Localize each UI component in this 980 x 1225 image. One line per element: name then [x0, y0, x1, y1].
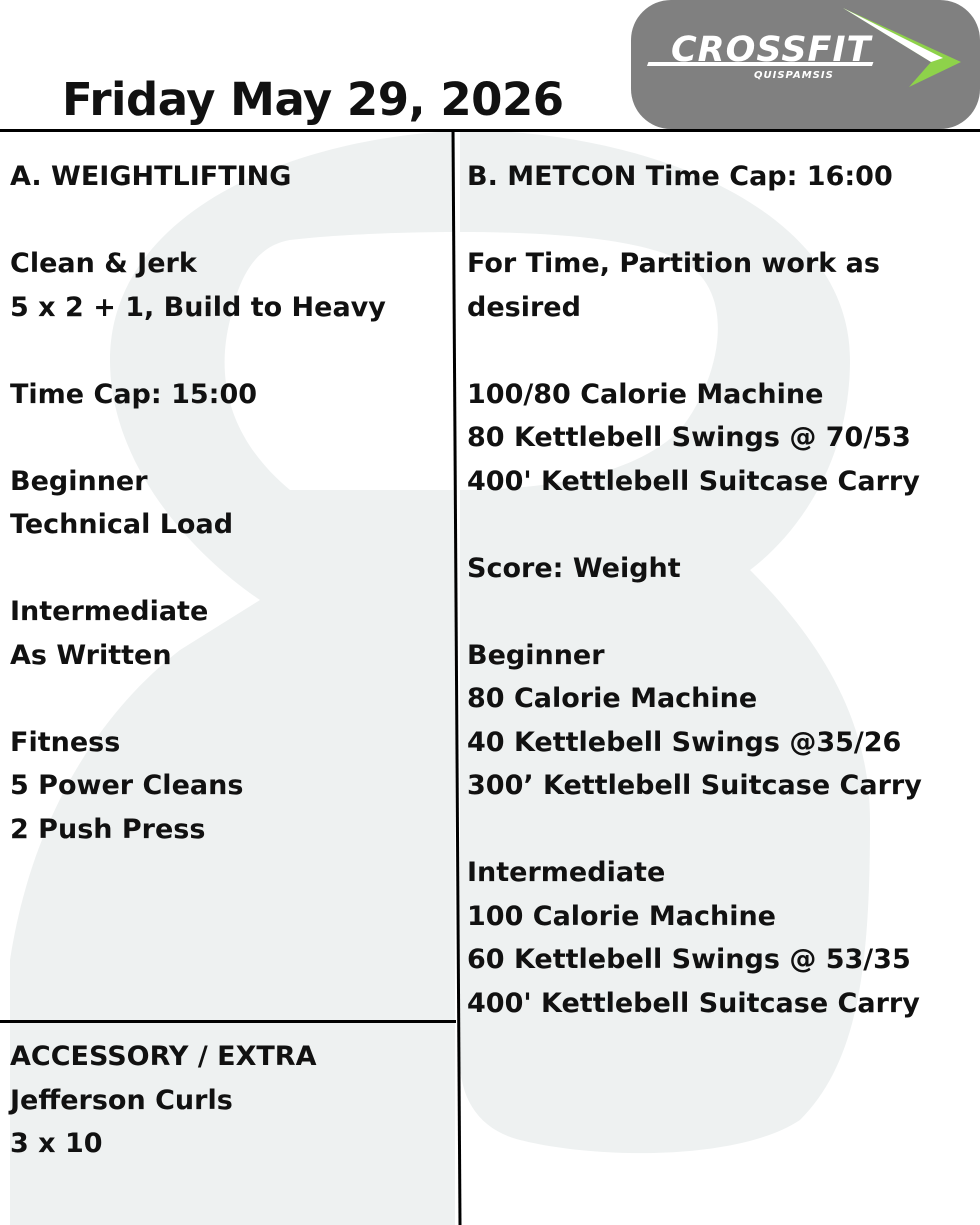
metcon-beginner-line: 40 Kettlebell Swings @35/26	[467, 726, 902, 758]
accessory-title: ACCESSORY / EXTRA	[10, 1041, 317, 1072]
logo-brand: CROSSFIT	[671, 30, 872, 70]
accessory-scheme: 3 x 10	[10, 1128, 103, 1159]
weightlifting-scheme: 5 x 2 + 1, Build to Heavy	[10, 291, 386, 323]
fitness-line: 2 Push Press	[10, 813, 206, 845]
intermediate-label: Intermediate	[10, 596, 209, 627]
metcon-intermediate-line: 400' Kettlebell Suitcase Carry	[467, 987, 920, 1019]
beginner-label: Beginner	[10, 465, 148, 497]
metcon-title: B. METCON Time Cap: 16:00	[467, 161, 893, 192]
metcon-rx-line: 80 Kettlebell Swings @ 70/53	[467, 422, 911, 453]
weightlifting-time-cap: Time Cap: 15:00	[10, 378, 258, 410]
metcon-rx-line: 100/80 Calorie Machine	[467, 378, 824, 410]
metcon-format: desired	[467, 291, 581, 323]
metcon-intermediate-label: Intermediate	[467, 857, 666, 888]
metcon-intermediate-line: 60 Kettlebell Swings @ 53/35	[467, 944, 911, 975]
weightlifting-title: A. WEIGHTLIFTING	[10, 161, 292, 192]
fitness-label: Fitness	[10, 726, 121, 758]
logo-location: QUISPAMSIS	[754, 70, 834, 81]
fitness-line: 5 Power Cleans	[10, 770, 244, 801]
metcon-rx-line: 400' Kettlebell Suitcase Carry	[467, 465, 920, 497]
page-title: Friday May 29, 2026	[62, 73, 564, 126]
metcon-intermediate-line: 100 Calorie Machine	[467, 900, 776, 932]
intermediate-detail: As Written	[10, 639, 172, 671]
metcon-score: Score: Weight	[467, 552, 681, 584]
metcon-beginner-line: 300’ Kettlebell Suitcase Carry	[467, 770, 922, 801]
beginner-detail: Technical Load	[10, 509, 234, 540]
accessory-divider	[0, 1020, 456, 1023]
accessory-movement: Jefferson Curls	[10, 1084, 233, 1116]
metcon-beginner-label: Beginner	[467, 639, 605, 671]
metcon-beginner-line: 80 Calorie Machine	[467, 683, 758, 714]
weightlifting-movement: Clean & Jerk	[10, 248, 197, 279]
metcon-format: For Time, Partition work as	[467, 248, 880, 279]
